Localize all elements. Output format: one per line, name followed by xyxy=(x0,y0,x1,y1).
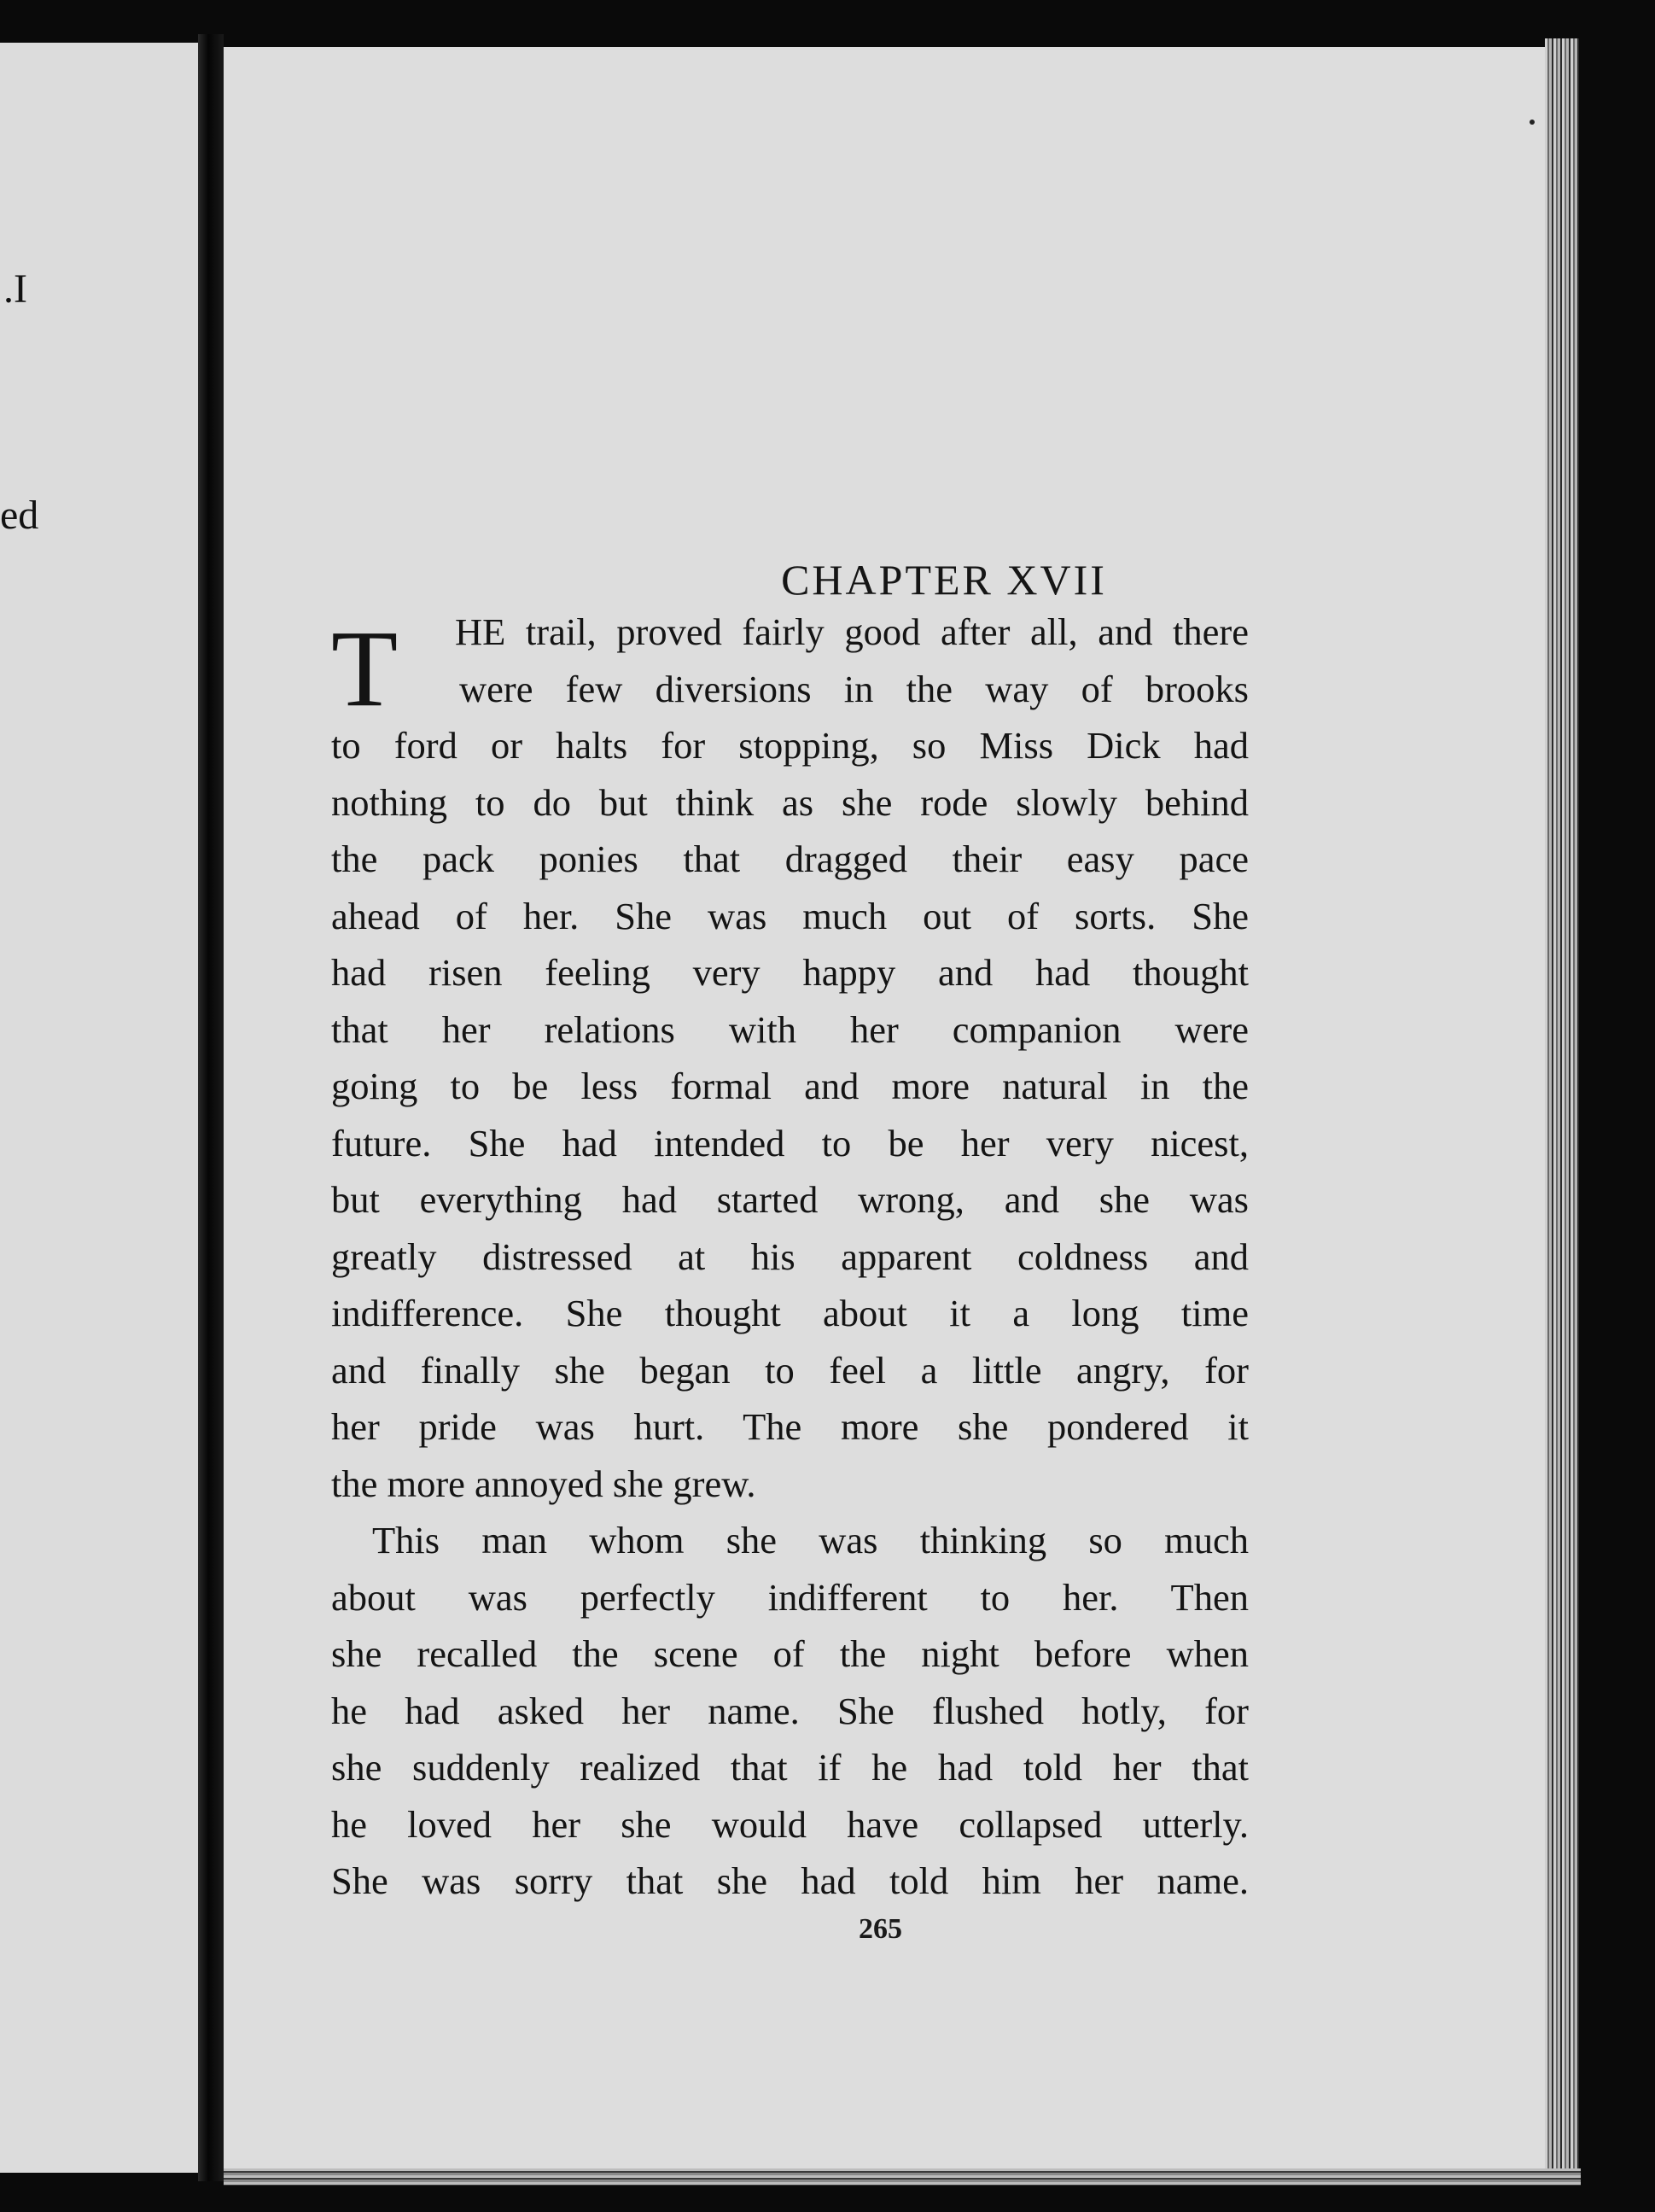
text-line: and finally she began to feel a little angry, for xyxy=(331,1348,1249,1392)
text-line: nothing to do but think as she rode slowly behind xyxy=(331,780,1249,824)
text-line: going to be less formal and more natural in the xyxy=(331,1065,1249,1107)
book-gutter xyxy=(198,34,224,2181)
page-stack-edge xyxy=(1545,38,1579,2181)
text-line: greatly distressed at his apparent coldness and xyxy=(331,1234,1249,1278)
text-line: but everything had started wrong, and she was xyxy=(331,1178,1249,1221)
previous-page-fragment: .I xyxy=(3,266,27,312)
paragraph xyxy=(331,1512,1249,1910)
text-line: future. She had intended to be her very nicest, xyxy=(331,1121,1249,1164)
text-line: he loved her she would have collapsed utterly. xyxy=(331,1802,1249,1846)
text-line: ahead of her. She was much out of sorts. She xyxy=(331,894,1249,937)
text-line: that her relations with her companion were xyxy=(331,1007,1249,1051)
page-stack-bottom-edge xyxy=(224,2168,1581,2186)
text-line: to ford or halts for stopping, so Miss Dick had xyxy=(331,724,1249,767)
previous-page-fragment: ed xyxy=(0,493,39,538)
chapter-text xyxy=(331,604,1249,1910)
text-line: her pride was hurt. The more she pondered it xyxy=(331,1405,1249,1448)
paragraph xyxy=(331,604,1249,1512)
text-line: were few diversions in the way of brooks xyxy=(459,667,1249,710)
text-line: the pack ponies that dragged their easy pace xyxy=(331,838,1249,880)
text-line: about was perfectly indifferent to her. Then xyxy=(331,1575,1249,1619)
page-number: 265 xyxy=(859,1913,902,1945)
text-line: the more annoyed she grew. xyxy=(331,1462,756,1505)
text-line: she recalled the scene of the night before when xyxy=(331,1632,1249,1675)
text-line: She was sorry that she had told him her name. xyxy=(331,1859,1249,1902)
drop-cap: T xyxy=(331,608,399,729)
text-line: indifference. She thought about it a long time xyxy=(331,1292,1249,1334)
text-line: This man whom she was thinking so much xyxy=(372,1519,1249,1561)
scan-speck xyxy=(1530,120,1535,125)
previous-page xyxy=(0,43,201,2173)
chapter-title: CHAPTER XVII xyxy=(781,556,1107,604)
text-line: had risen feeling very happy and had thought xyxy=(331,951,1249,994)
text-line: he had asked her name. She flushed hotly, for xyxy=(331,1689,1249,1732)
text-line: HE trail, proved fairly good after all, and there xyxy=(455,610,1249,653)
text-line: she suddenly realized that if he had told her that xyxy=(331,1746,1249,1789)
